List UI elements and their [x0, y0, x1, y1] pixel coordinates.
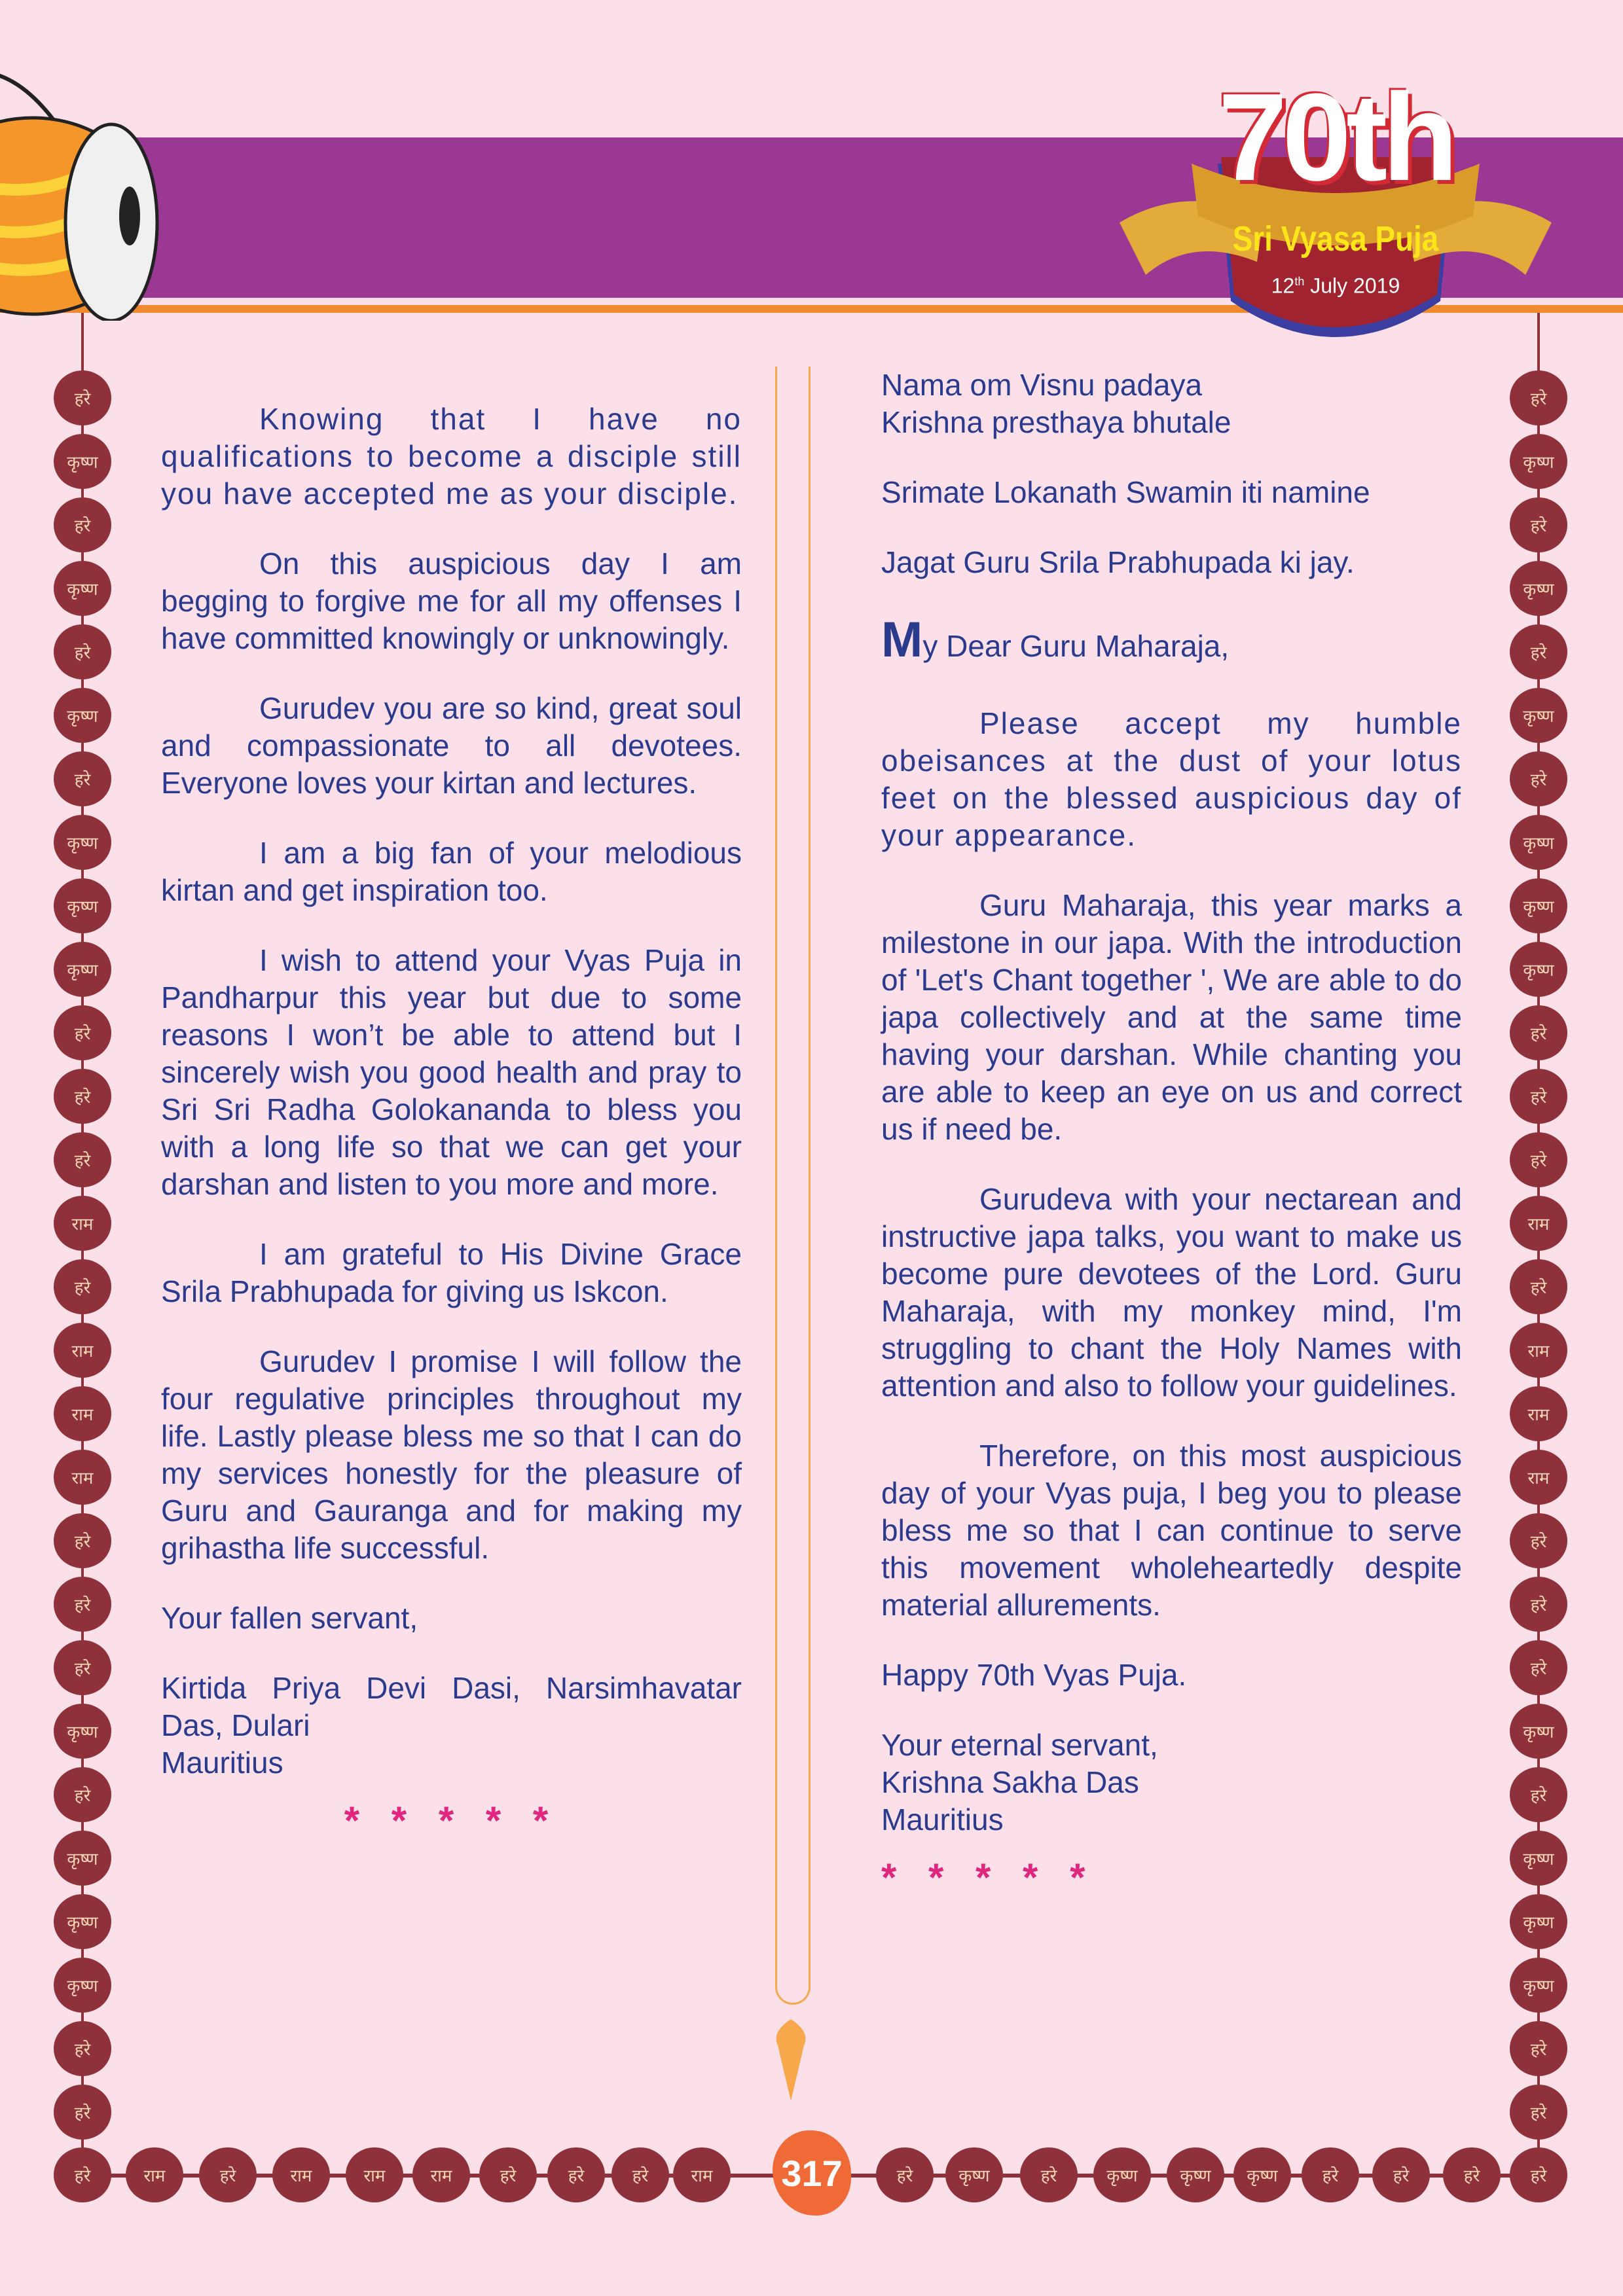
japa-bead: हरे — [54, 751, 111, 806]
japa-bead: हरे — [54, 1005, 111, 1060]
letter-closing: Your eternal servant, — [881, 1728, 1158, 1762]
japa-bead: हरे — [1510, 1005, 1567, 1060]
japa-bead: हरे — [1510, 370, 1567, 425]
japa-bead: हरे — [1443, 2147, 1501, 2202]
japa-bead: कृष्ण — [54, 942, 111, 997]
japa-bead: हरे — [1510, 1132, 1567, 1187]
prayer-line: Srimate Lokanath Swamin iti namine — [881, 475, 1370, 509]
letter-closing: Your fallen servant, — [161, 1601, 418, 1635]
japa-bead: हरे — [876, 2147, 934, 2202]
letter-paragraph: Gurudeva with your nectarean and instructive japa talks, you want to make us become pure devotees of the Lord. Guru Maharaja, with my monkey mind, I'm struggling to chant the Holy Names with attention and also to follow your guidelines. — [881, 1182, 1462, 1403]
japa-bead: कृष्ण — [54, 1894, 111, 1949]
prayer-line: Krishna presthaya bhutale — [881, 405, 1231, 439]
salutation: My Dear Guru Maharaja, — [881, 612, 1230, 668]
japa-bead: कृष्ण — [54, 688, 111, 743]
japa-bead: कृष्ण — [54, 815, 111, 870]
japa-bead: हरे — [54, 1767, 111, 1822]
japa-bead: कृष्ण — [1510, 1894, 1567, 1949]
japa-bead: हरे — [54, 1132, 111, 1187]
letter-paragraph: On this auspicious day I am begging to forgive me for all my offenses I have committed knowingly or unknowingly. — [161, 547, 742, 655]
letter-country: Mauritius — [161, 1746, 283, 1780]
japa-bead: हरे — [54, 497, 111, 552]
japa-bead: राम — [1510, 1323, 1567, 1378]
japa-bead: हरे — [1510, 751, 1567, 806]
japa-bead: हरे — [1510, 2147, 1567, 2202]
japa-bead: कृष्ण — [1510, 561, 1567, 616]
japa-bead: हरे — [1510, 624, 1567, 679]
center-thread-divider — [775, 367, 811, 2005]
japa-bead: कृष्ण — [1233, 2147, 1291, 2202]
japa-bead: कृष्ण — [1093, 2147, 1151, 2202]
letter-wish: Happy 70th Vyas Puja. — [881, 1658, 1187, 1692]
japa-bead: हरे — [54, 2021, 111, 2076]
japa-bead: हरे — [1510, 1069, 1567, 1124]
japa-bead: कृष्ण — [54, 1831, 111, 1886]
japa-bead: हरे — [611, 2147, 669, 2202]
japa-bead: हरे — [1510, 1513, 1567, 1568]
japa-bead: हरे — [1510, 497, 1567, 552]
japa-bead: हरे — [1302, 2147, 1359, 2202]
japa-bead: कृष्ण — [1167, 2147, 1224, 2202]
logo-title: Sri Vyasa Puja — [1232, 219, 1439, 259]
page-number: 317 — [773, 2130, 851, 2215]
japa-bead: हरे — [1510, 1259, 1567, 1314]
japa-bead: हरे — [1020, 2147, 1078, 2202]
japa-bead: राम — [412, 2147, 470, 2202]
prayer-line: Nama om Visnu padaya — [881, 368, 1203, 402]
japa-bead: राम — [126, 2147, 183, 2202]
japa-bead: हरे — [54, 624, 111, 679]
japa-bead: कृष्ण — [54, 561, 111, 616]
japa-bead: हरे — [1510, 2021, 1567, 2076]
japa-bead: कृष्ण — [1510, 1704, 1567, 1759]
japa-bead: राम — [272, 2147, 330, 2202]
japa-bead: कृष्ण — [1510, 815, 1567, 870]
tilak-drop-icon — [771, 2019, 811, 2104]
letter-country: Mauritius — [881, 1803, 1004, 1837]
japa-bead: हरे — [547, 2147, 605, 2202]
japa-bead: हरे — [54, 370, 111, 425]
logo-70th: 70th — [1218, 68, 1453, 207]
japa-bead: राम — [673, 2147, 731, 2202]
prayer-line: Jagat Guru Srila Prabhupada ki jay. — [881, 545, 1355, 579]
stars-separator: * * * * * — [881, 1856, 1096, 1899]
japa-bead: कृष्ण — [1510, 1831, 1567, 1886]
japa-bead: हरे — [54, 1259, 111, 1314]
japa-bead: हरे — [1372, 2147, 1430, 2202]
japa-bead: कृष्ण — [1510, 878, 1567, 933]
letter-paragraph: Please accept my humble obeisances at the dust of your lotus feet on the blessed auspicious day of your appearance. — [881, 706, 1462, 852]
letter-paragraph: I wish to attend your Vyas Puja in Pandharpur this year but due to some reasons I won’t be able to attend but I sincerely wish you good health and pray to Sri Sri Radha Golokananda to bless you with a long life so that we can get your darshan and listen to you more and more. — [161, 943, 742, 1201]
japa-bead: कृष्ण — [1510, 434, 1567, 489]
letter-paragraph: I am grateful to His Divine Grace Srila Prabhupada for giving us Iskcon. — [161, 1237, 742, 1308]
letter-paragraph: Gurudev you are so kind, great soul and compassionate to all devotees. Everyone loves your kirtan and lectures. — [161, 691, 742, 800]
japa-bead: राम — [346, 2147, 403, 2202]
japa-bead: कृष्ण — [54, 434, 111, 489]
japa-bead: राम — [1510, 1196, 1567, 1251]
letter-paragraph: Guru Maharaja, this year marks a milestone in our japa. With the introduction of 'Let's Chant together ', We are able to do japa collectively and at the same time having your darshan. While chanting you are able to keep an eye on us and correct us if need be. — [881, 888, 1462, 1146]
70th-vyasa-puja-logo — [1106, 65, 1565, 353]
japa-bead: हरे — [1510, 1767, 1567, 1822]
letter-signature: Kirtida Priya Devi Dasi, Narsimhavatar Das, Dulari — [161, 1671, 742, 1742]
japa-bead: कृष्ण — [1510, 1958, 1567, 2013]
japa-bead: कृष्ण — [54, 1958, 111, 2013]
japa-bead: हरे — [54, 1640, 111, 1695]
japa-bead: राम — [1510, 1450, 1567, 1505]
letter-signature: Krishna Sakha Das — [881, 1765, 1139, 1799]
japa-bead: हरे — [1510, 1640, 1567, 1695]
japa-bead: हरे — [54, 1577, 111, 1632]
logo-date: 12th July 2019 — [1271, 274, 1400, 298]
japa-bead: राम — [1510, 1386, 1567, 1441]
japa-bead: कृष्ण — [1510, 942, 1567, 997]
japa-bead: कृष्ण — [1510, 688, 1567, 743]
mridanga-drum-illustration — [0, 39, 196, 321]
japa-bead: हरे — [54, 2147, 111, 2202]
japa-bead: हरे — [54, 1513, 111, 1568]
left-letter-column — [161, 401, 742, 1840]
japa-bead: राम — [54, 1196, 111, 1251]
letter-paragraph: Gurudev I promise I will follow the four regulative principles throughout my life. Lastly please bless me so that I can do my services honestly for the pleasure of Guru and Gauranga and for making my grihastha life successful. — [161, 1344, 742, 1565]
japa-bead: हरे — [1510, 1577, 1567, 1632]
japa-bead: हरे — [1510, 2085, 1567, 2140]
japa-bead: राम — [54, 1323, 111, 1378]
letter-paragraph: Therefore, on this most auspicious day of your Vyas puja, I beg you to please bless me so that I can continue to serve this movement wholeheartedly despite material allurements. — [881, 1439, 1462, 1622]
letter-paragraph: Knowing that I have no qualifications to become a disciple still you have accepted me as your disciple. — [161, 402, 742, 511]
japa-bead: हरे — [199, 2147, 257, 2202]
japa-bead: हरे — [54, 2085, 111, 2140]
letter-paragraph: I am a big fan of your melodious kirtan and get inspiration too. — [161, 836, 742, 907]
japa-bead: कृष्ण — [945, 2147, 1003, 2202]
japa-bead: हरे — [54, 1069, 111, 1124]
japa-bead: राम — [54, 1450, 111, 1505]
right-letter-column — [881, 367, 1462, 1897]
stars-separator: * * * * * — [344, 1799, 559, 1842]
japa-bead: कृष्ण — [54, 1704, 111, 1759]
japa-bead: हरे — [479, 2147, 537, 2202]
japa-bead: राम — [54, 1386, 111, 1441]
japa-bead: कृष्ण — [54, 878, 111, 933]
